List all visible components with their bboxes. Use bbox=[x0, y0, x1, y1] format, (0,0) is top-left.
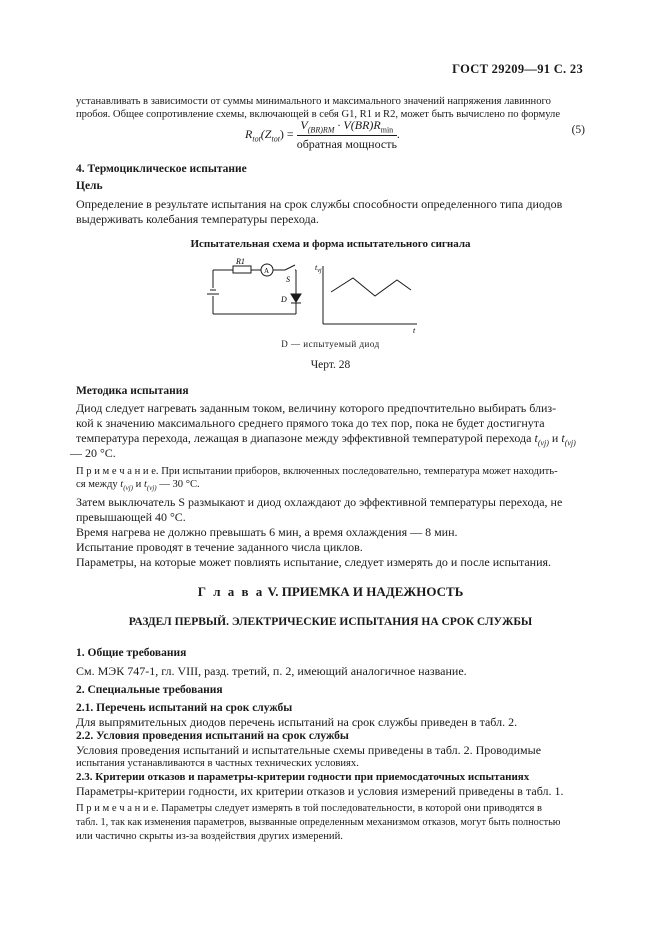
s23-text: Параметры-критерии годности, их критерии отказов и условия измерений приведены в табл. 1. bbox=[76, 784, 564, 798]
method-p2-line-1: Затем выключатель S размыкают и диод охлаждают до эффективной температуры перехода, не bbox=[76, 495, 563, 509]
method-p3: Время нагрева не должно превышать 6 мин, а время охлаждения — 8 мин. bbox=[76, 525, 458, 539]
note-tvj-2-sub: (vj) bbox=[146, 484, 157, 493]
label-t-axis: t bbox=[413, 326, 416, 335]
method-p1-line-3-text: температура перехода, лежащая в диапазоне между эффективной температурой перехода bbox=[76, 431, 532, 445]
final-note-line-3: или частично скрыты из-за воздействия других измерений. bbox=[76, 831, 343, 842]
final-note-line-1-text: Параметры следует измерять в той последовательности, в которой они приводятся в bbox=[158, 803, 542, 814]
final-note-label: П р и м е ч а н и е. bbox=[76, 803, 159, 814]
s22-title: 2.2. Условия проведения испытаний на срок службы bbox=[76, 730, 349, 742]
formula-num-rest: · V(BR)R bbox=[334, 118, 381, 132]
s1-text: См. МЭК 747-1, гл. VIII, разд. третий, п. 2, имеющий аналогичное название. bbox=[76, 664, 467, 678]
s23-title: 2.3. Критерии отказов и параметры-критерии годности при приемосдаточных испытаниях bbox=[76, 771, 530, 783]
intro-line-1: устанавливать в зависимости от суммы минимального и максимального значений напряжения лавинного bbox=[76, 96, 551, 107]
note-line-2-start: ся между bbox=[76, 479, 121, 490]
equation-number: (5) bbox=[571, 124, 585, 136]
note-line-1-text: При испытании приборов, включенных последовательно, температура может находить- bbox=[158, 466, 558, 477]
tvj-symbol-2-sub: (vj) bbox=[564, 438, 576, 448]
formula-num-sub2: min bbox=[380, 125, 394, 135]
s21-title: 2.1. Перечень испытаний на срок службы bbox=[76, 702, 293, 714]
formula-fraction bbox=[297, 118, 397, 152]
page-header: ГОСТ 29209—91 С. 23 bbox=[452, 62, 583, 76]
goal-line-2: выдерживать колебания температуры перехода. bbox=[76, 212, 319, 226]
chapter-title bbox=[0, 584, 661, 600]
method-p1-line-4: — 20 °С. bbox=[70, 446, 116, 460]
note-tvj-2: t bbox=[143, 479, 147, 490]
part-1-title: РАЗДЕЛ ПЕРВЫЙ. ЭЛЕКТРИЧЕСКИЕ ИСПЫТАНИЯ НА СРОК СЛУЖБЫ bbox=[128, 616, 533, 628]
temperature-waveform bbox=[331, 278, 411, 296]
note-tvj-1-sub: (vj) bbox=[123, 484, 133, 493]
switch-s-blade bbox=[285, 265, 295, 270]
formula-z: (Z bbox=[260, 126, 272, 141]
note-label: П р и м е ч а н и е. bbox=[76, 466, 159, 477]
tvj-symbol-1-sub: (vj) bbox=[537, 438, 549, 448]
s22-text-line-1: Условия проведения испытаний и испытательные схемы приведены в табл. 2. Проводимые bbox=[76, 743, 542, 757]
chapter-name: V. ПРИЕМКА И НАДЕЖНОСТЬ bbox=[264, 584, 464, 599]
formula-eq: ) = bbox=[279, 126, 294, 141]
label-tvj-sub: vj bbox=[317, 268, 322, 274]
label-s: S bbox=[286, 275, 290, 284]
method-p2-line-2: превышающей 40 °С. bbox=[76, 510, 186, 524]
s1-title: 1. Общие требования bbox=[76, 647, 187, 659]
label-r1: R1 bbox=[236, 257, 245, 266]
note-line-2-end: — 30 °С. bbox=[156, 479, 200, 490]
diode-d-symbol bbox=[291, 294, 301, 302]
figure-28 bbox=[195, 256, 435, 336]
goal-line-1: Определение в результате испытания на срок службы способности определенного типа диодов bbox=[76, 197, 563, 211]
method-p1-line-1: Диод следует нагревать заданным током, величину которого предпочтительно выбирать близ- bbox=[76, 401, 557, 415]
svg-text:tvj bbox=[315, 263, 322, 274]
formula-r: R bbox=[245, 126, 253, 141]
tvj-symbol-1: t bbox=[534, 431, 538, 445]
method-p5: Параметры, на которые может повлиять испытание, следует измерять до и после испытания. bbox=[76, 555, 552, 569]
note-and: и bbox=[132, 479, 144, 490]
method-note-line-1 bbox=[76, 465, 584, 479]
label-a: A bbox=[264, 267, 270, 275]
formula-v: V bbox=[300, 118, 308, 132]
formula-denominator: обратная мощность bbox=[296, 137, 397, 152]
final-note-line-2: табл. 1, так как изменения параметров, вызванные определенным механизмом отказов, могут быть полностью bbox=[76, 817, 561, 828]
method-p1-and: и bbox=[548, 431, 562, 445]
formula-numerator bbox=[297, 118, 397, 136]
s22-text-line-2: испытания устанавливаются в частных технических условиях. bbox=[76, 758, 359, 769]
note-tvj-1: t bbox=[120, 479, 124, 490]
tvj-symbol-2: t bbox=[561, 431, 565, 445]
label-tvj: t bbox=[315, 263, 318, 272]
section-4-title: 4. Термоциклическое испытание bbox=[76, 163, 247, 175]
label-d: D bbox=[281, 295, 287, 304]
method-p4: Испытание проводят в течение заданного числа циклов. bbox=[76, 540, 363, 554]
formula-z-sub: tot bbox=[271, 134, 280, 144]
goal-label: Цель bbox=[76, 180, 103, 192]
formula-dot: . bbox=[396, 126, 400, 141]
formula-5 bbox=[245, 118, 400, 152]
s2-title: 2. Специальные требования bbox=[76, 684, 223, 696]
method-p1-line-2: кой к значению максимального среднего прямого тока до тех пор, пока не будет достигнута bbox=[76, 416, 545, 430]
method-note-line-2 bbox=[76, 478, 584, 495]
resistor-r1-symbol bbox=[233, 266, 251, 273]
method-title: Методика испытания bbox=[76, 385, 189, 397]
figure-caption: Черт. 28 bbox=[310, 359, 351, 371]
figure-legend: D — испытуемый диод bbox=[281, 339, 380, 349]
intro-line-2: пробоя. Общее сопротивление схемы, включающей в себя G1, R1 и R2, может быть вычислено по формуле bbox=[76, 109, 561, 120]
formula-r-sub: tot bbox=[252, 134, 261, 144]
formula-v-sub: (BR)RM bbox=[307, 125, 335, 135]
final-note-line-1 bbox=[76, 802, 584, 816]
chapter-prefix: Г л а в а bbox=[197, 584, 265, 599]
s21-text: Для выпрямительных диодов перечень испытаний на срок службы приведен в табл. 2. bbox=[76, 715, 518, 729]
figure-title: Испытательная схема и форма испытательного сигнала bbox=[190, 238, 471, 250]
